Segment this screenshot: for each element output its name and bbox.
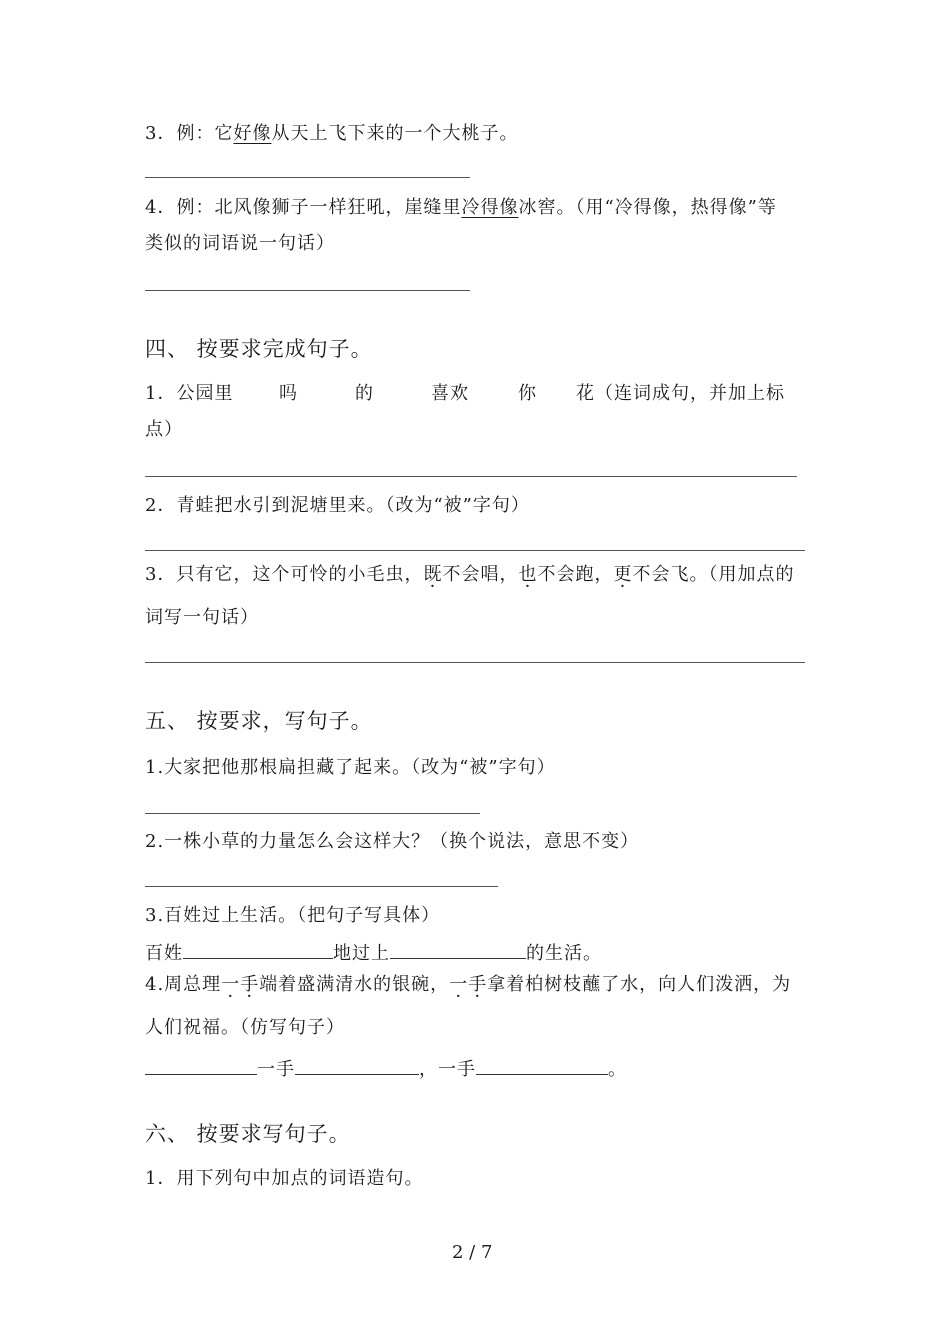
s5-q4-fill-a: 一手 [257, 1059, 295, 1080]
s4-q1-word-1: 吗 [279, 383, 298, 404]
q3-3-prefix: 3．例：它 [145, 123, 234, 144]
s5-q4 [145, 973, 791, 997]
fill-blank[interactable] [390, 940, 526, 959]
s4-q2: 2．青蛙把水引到泥塘里来。（改为“被”字句） [145, 495, 530, 516]
answer-line[interactable] [145, 476, 797, 477]
s5-q3-fill-b: 地过上 [333, 943, 390, 964]
s6-q1: 1．用下列句中加点的词语造句。 [145, 1168, 424, 1189]
s4-q1-last: 花（连词成句，并加上标 [576, 383, 785, 404]
answer-line[interactable] [145, 886, 498, 887]
section-4-title: 四、 按要求完成句子。 [145, 337, 373, 361]
s5-q4-dotted-2b: 手 [468, 974, 488, 995]
s4-q1-word-4: 你 [518, 383, 537, 404]
q3-4-line2: 类似的词语说一句话） [145, 233, 335, 254]
s5-q4-part2: 端着盛满清水的银碗， [259, 974, 450, 995]
q3-3-underlined: 好像 [233, 123, 272, 144]
s4-q3-part2: 不会唱， [442, 564, 519, 585]
q3-4-prefix: 4．例：北风像狮子一样狂吼，崖缝里 [145, 197, 462, 218]
page-number: 2 / 7 [452, 1242, 493, 1263]
s5-q3-fill [145, 940, 602, 966]
q3-4-underlined: 冷得像 [461, 197, 519, 218]
answer-line[interactable] [145, 290, 470, 291]
section-6-title: 六、 按要求写句子。 [145, 1122, 351, 1146]
s5-q4-fill [145, 1056, 627, 1082]
s5-q4-part1: 4.周总理 [145, 974, 222, 995]
s4-q1-line2: 点） [145, 419, 183, 440]
q3-3-suffix: 从天上飞下来的一个大桃子。 [271, 123, 519, 144]
fill-blank[interactable] [295, 1056, 419, 1075]
s5-q4-fill-b: ，一手 [419, 1059, 476, 1080]
section-5-title: 五、 按要求，写句子。 [145, 709, 373, 733]
s4-q3-dotted-2: 也 [518, 564, 538, 585]
s4-q1-word-3: 喜欢 [431, 383, 469, 404]
s5-q2: 2.一株小草的力量怎么会这样大？（换个说法，意思不变） [145, 831, 640, 852]
s4-q1-label: 1．公园里 [145, 383, 234, 404]
s5-q4-dotted-1a: 一 [221, 974, 241, 995]
answer-line[interactable] [145, 550, 805, 551]
s4-q3-part3: 不会跑， [537, 564, 614, 585]
s4-q3 [145, 563, 794, 587]
s5-q3-fill-a: 百姓 [145, 943, 183, 964]
fill-blank[interactable] [183, 940, 333, 959]
s4-q3-dotted-3: 更 [613, 564, 633, 585]
question-3-3 [145, 122, 518, 146]
s5-q4-dotted-1b: 手 [240, 974, 260, 995]
question-3-4 [145, 196, 777, 220]
answer-line[interactable] [145, 662, 805, 663]
fill-blank[interactable] [476, 1056, 608, 1075]
s4-q3-part4: 不会飞。（用加点的 [632, 564, 795, 585]
s5-q4-part3: 拿着柏树枝蘸了水，向人们泼洒，为 [487, 974, 792, 995]
s4-q3-dotted-1: 既 [423, 564, 443, 585]
fill-blank[interactable] [145, 1056, 257, 1075]
answer-line[interactable] [145, 813, 480, 814]
s5-q4-fill-c: 。 [608, 1059, 627, 1080]
q3-4-suffix: 冰窖。（用“冷得像，热得像”等 [518, 197, 777, 218]
s5-q1: 1.大家把他那根扁担藏了起来。（改为“被”字句） [145, 757, 556, 778]
s5-q3-fill-c: 的生活。 [526, 943, 602, 964]
answer-line[interactable] [145, 177, 470, 178]
s5-q4-line2: 人们祝福。（仿写句子） [145, 1017, 345, 1038]
s4-q3-line2: 词写一句话） [145, 607, 259, 628]
s4-q1-word-2: 的 [355, 383, 374, 404]
s5-q3: 3.百姓过上生活。（把句子写具体） [145, 905, 441, 926]
s4-q3-part1: 3．只有它，这个可怜的小毛虫， [145, 564, 424, 585]
s5-q4-dotted-2a: 一 [449, 974, 469, 995]
